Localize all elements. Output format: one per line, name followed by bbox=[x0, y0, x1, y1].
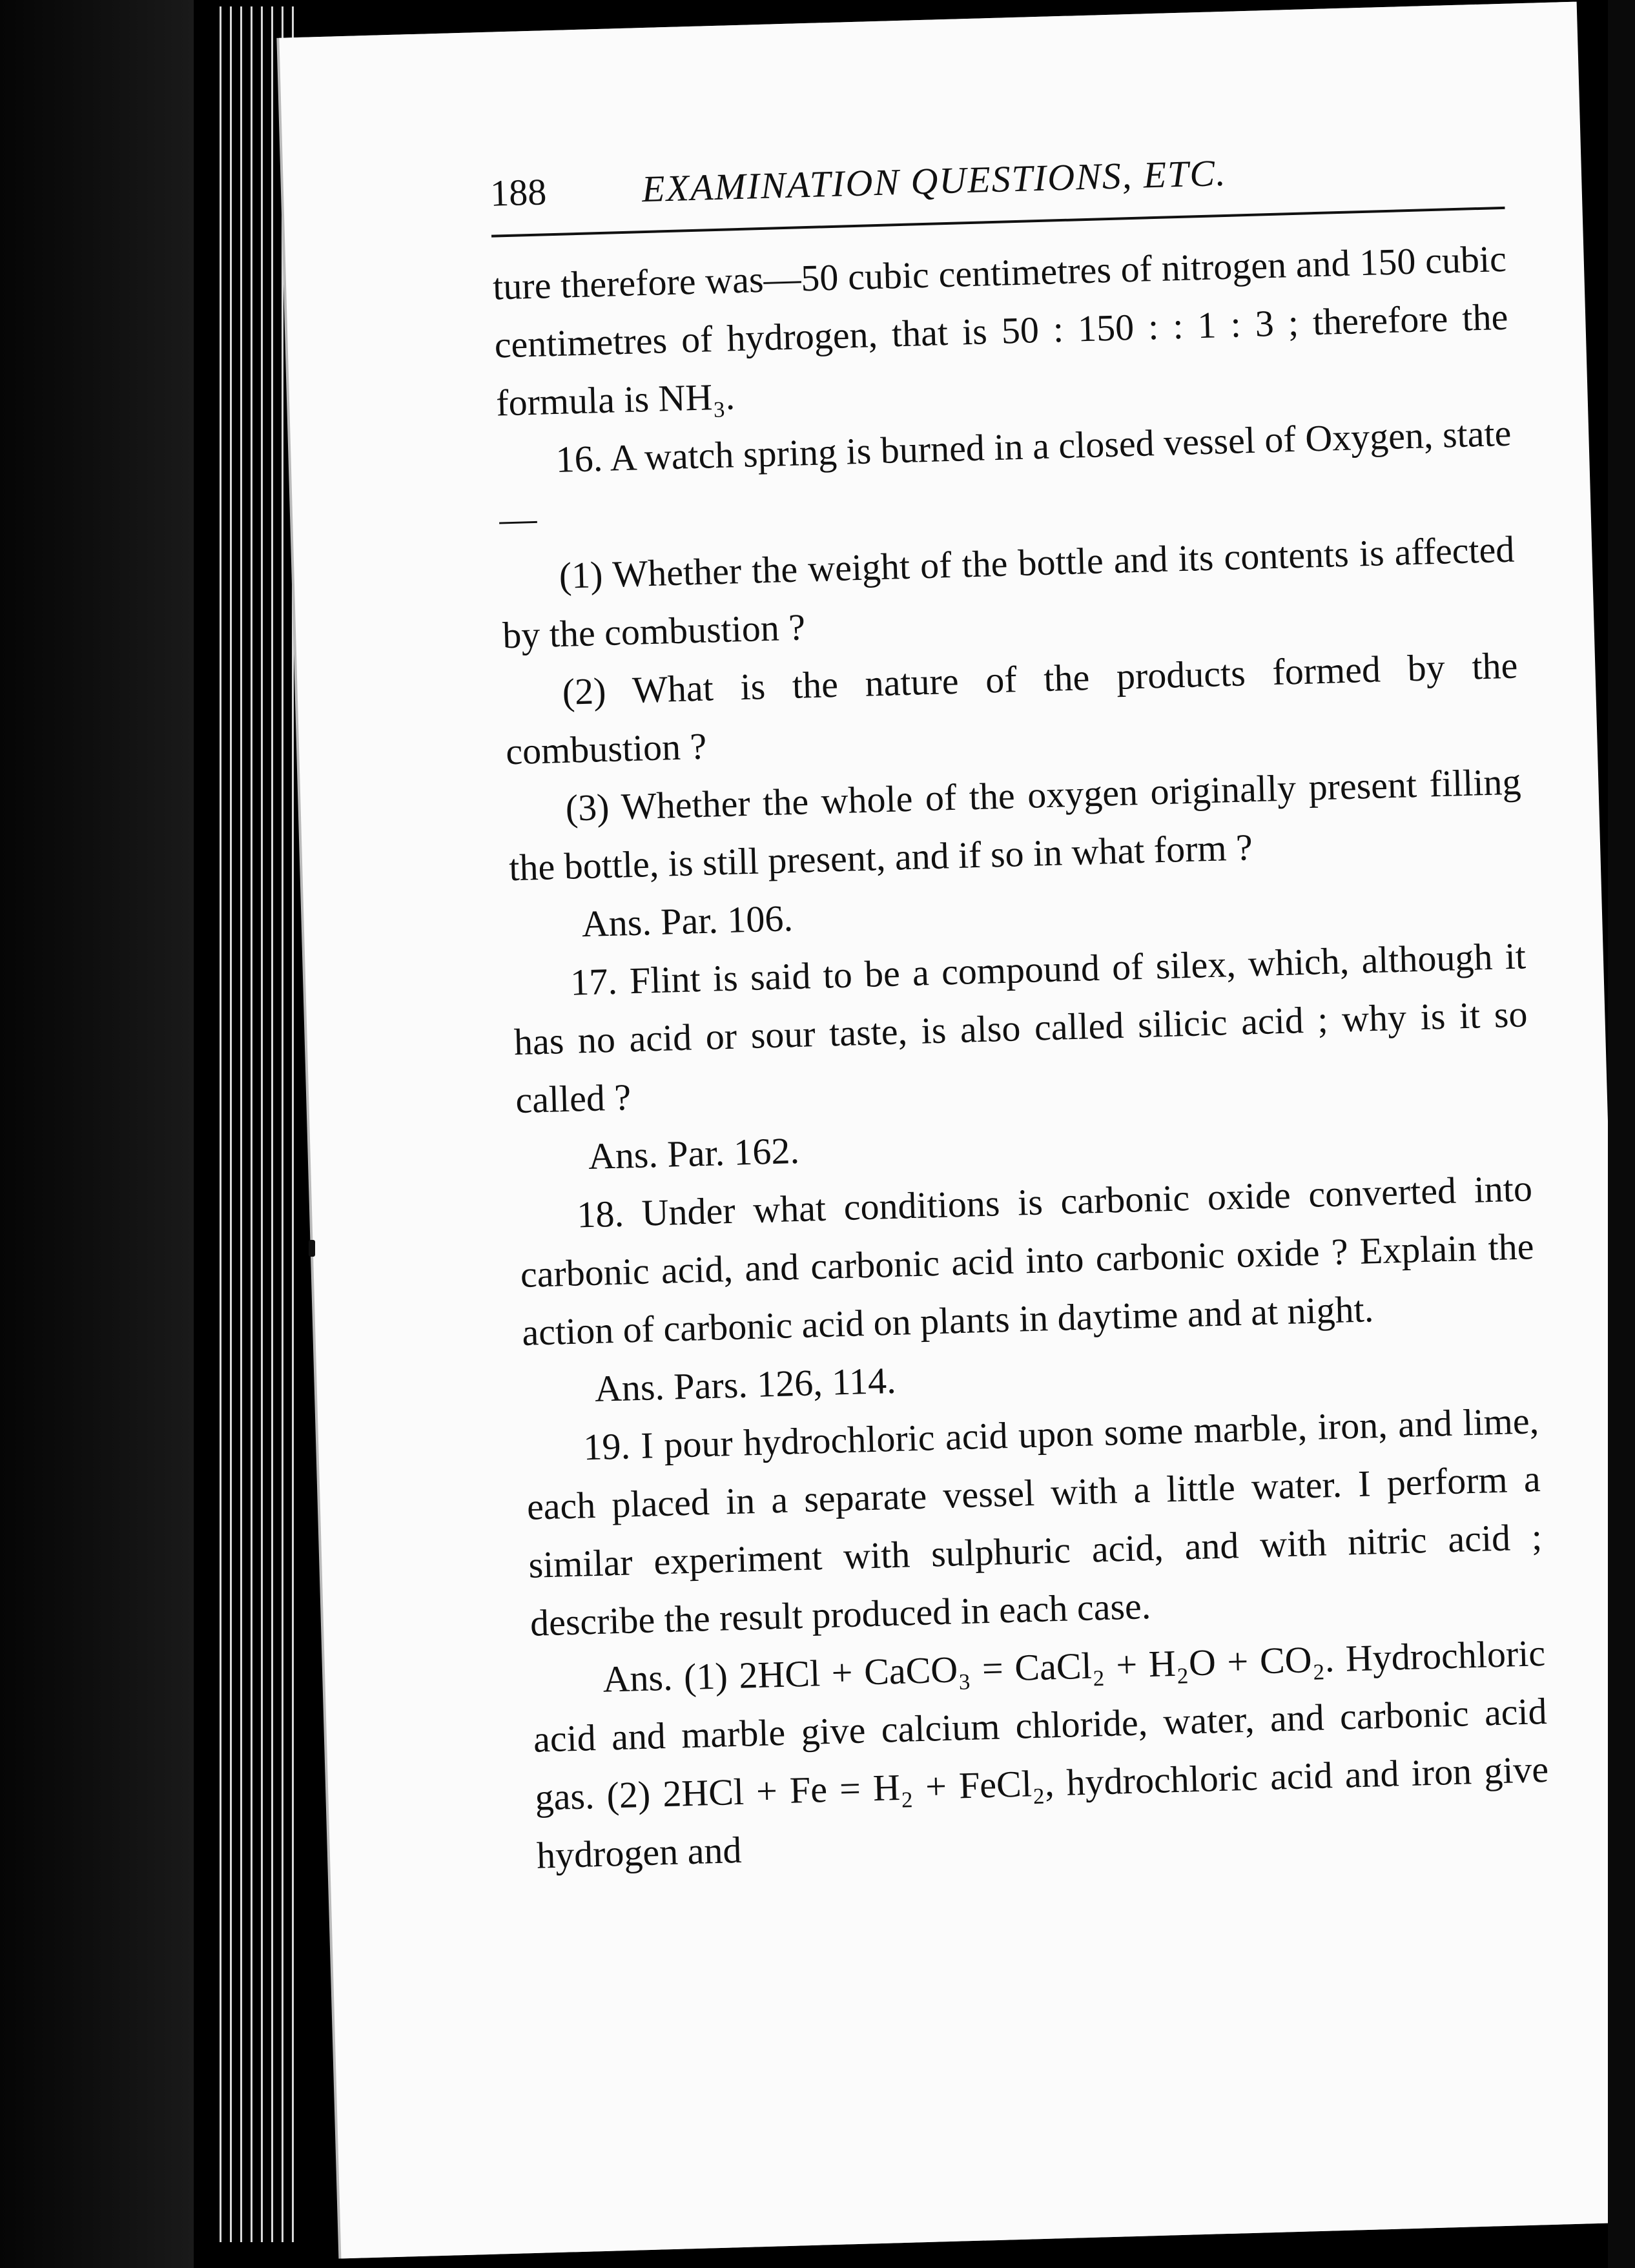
page-edge bbox=[261, 6, 263, 2242]
sub-question-3: (3) Whether the whole of the oxygen originally present filling the bottle, is still present, and if so in what form ? bbox=[508, 760, 1522, 889]
answer-19: Ans. (1) 2HCl + CaCO₃ = CaCl₂ + H₂O + CO₂. Hydrochloric acid and marble give calcium chloride, water, and carbonic acid gas. (2) 2HCl + Fe = H₂ + FeCl₂, hydrochloric acid and iron give hydrogen and bbox=[533, 1631, 1549, 1877]
question-17: 17. Flint is said to be a compound of silex, which, although it has no acid or sour taste, is also called silicic acid ; why is it so called ? bbox=[513, 934, 1528, 1122]
book-spine-shadow bbox=[0, 0, 194, 2268]
answer-17: Ans. Par. 162. bbox=[588, 1129, 800, 1178]
sub-question-1: (1) Whether the weight of the bottle and its contents is affected by the combustion ? bbox=[502, 528, 1516, 657]
question-19: 19. I pour hydrochloric acid upon some marble, iron, and lime, each placed in a separate vessel with a little water. I perform a similar experiment with sulphuric acid, and with nitric acid ; describe the result produced in each case. bbox=[526, 1399, 1543, 1644]
answer-16: Ans. Par. 106. bbox=[581, 897, 794, 945]
book-page bbox=[279, 2, 1635, 2259]
paragraph: ture therefore was—50 cubic centimetres of nitrogen and 150 cubic centimetres of hydrogen, that is 50 : 150 : : 1 : 3 ; therefore the formula is NH₃. bbox=[492, 237, 1509, 424]
scan-speck bbox=[309, 1240, 315, 1257]
scan-right-border bbox=[1608, 0, 1635, 2268]
body-text bbox=[492, 230, 1551, 1885]
question-18: 18. Under what conditions is carbonic oxide converted into carbonic acid, and carbonic acid into carbonic oxide ? Explain the action of carbonic acid on plants in daytime and at night. bbox=[520, 1167, 1535, 1354]
running-header bbox=[489, 139, 1505, 220]
page-edge bbox=[220, 6, 221, 2242]
page-edge bbox=[240, 6, 242, 2242]
running-title: EXAMINATION QUESTIONS, ETC. bbox=[641, 151, 1228, 211]
page-edge bbox=[271, 6, 273, 2242]
answer-18: Ans. Pars. 126, 114. bbox=[594, 1359, 897, 1410]
page-content bbox=[489, 139, 1551, 1885]
sub-question-2: (2) What is the nature of the products formed by the combustion ? bbox=[505, 644, 1519, 773]
page-edge bbox=[230, 6, 232, 2242]
page-edge bbox=[282, 6, 283, 2242]
question-16: 16. A watch spring is burned in a closed vessel of Oxygen, state— bbox=[499, 411, 1512, 541]
page-edge bbox=[251, 6, 252, 2242]
page-number: 188 bbox=[489, 170, 548, 214]
